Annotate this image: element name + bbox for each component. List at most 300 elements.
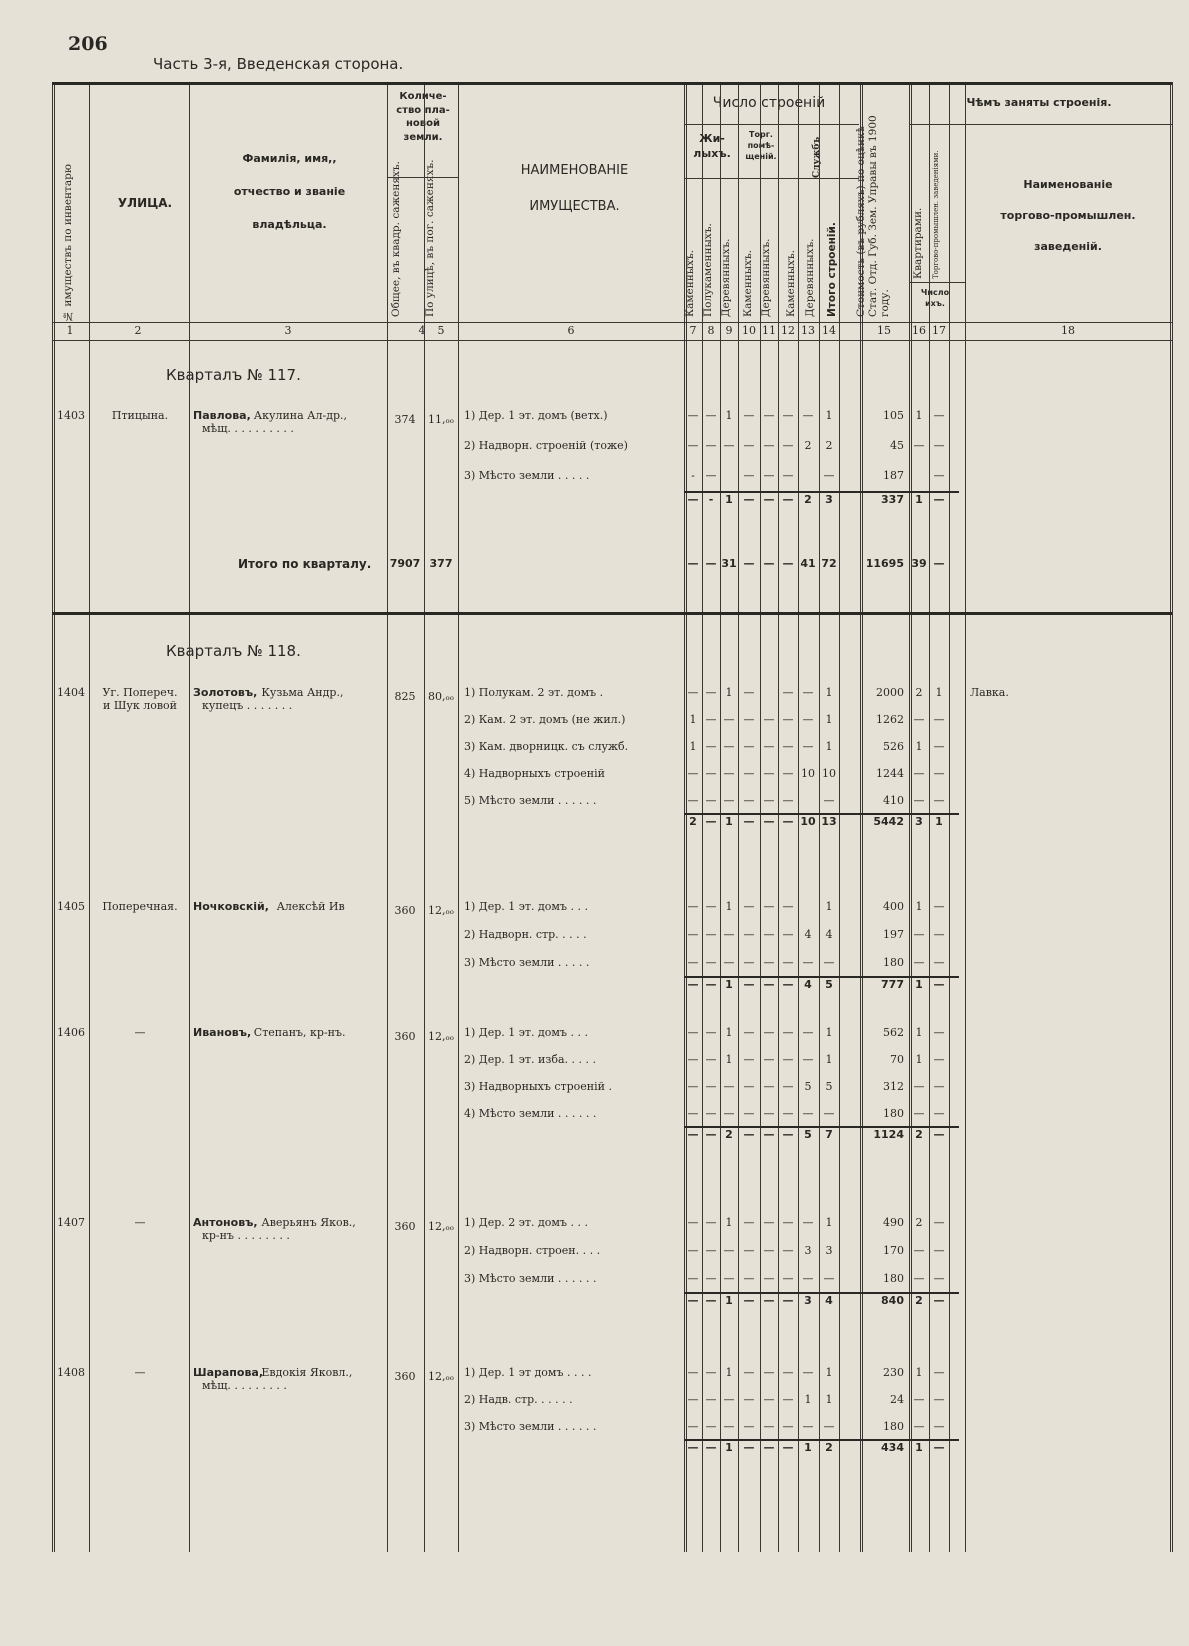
cell-c12: — <box>782 1244 794 1257</box>
cell-c13: — <box>802 740 814 753</box>
cell-c13: — <box>802 1216 814 1229</box>
cell-c14: — <box>823 1420 835 1433</box>
land-subrule <box>387 177 458 178</box>
cell-c10: — <box>743 1244 755 1257</box>
col-owner-header-line2: отчество и званіе <box>233 184 346 198</box>
cell-c8: — <box>705 1216 717 1229</box>
col-property-header <box>462 162 687 215</box>
cell-value: 180 <box>883 1420 904 1433</box>
establishment-name: Лавка. <box>970 686 1009 699</box>
quarter-117-title: Кварталъ № 117. <box>166 366 301 384</box>
property-item: 1) Дер. 1 эт. домъ . . . <box>464 900 588 913</box>
street-frontage: 12,ₒₒ <box>428 1370 454 1383</box>
property-item: 3) Мѣсто земли . . . . . . <box>464 1272 597 1285</box>
cell-c17: — <box>933 794 945 807</box>
cell-c14: — <box>823 469 835 482</box>
cell-c7: — <box>687 928 699 941</box>
cell-c13: 3 <box>804 1294 812 1307</box>
cell-c10: — <box>743 493 755 506</box>
cell-c12: — <box>782 767 794 780</box>
column-number: 1 <box>66 324 74 337</box>
column-number: 6 <box>567 324 575 337</box>
cell-c12: — <box>782 1420 794 1433</box>
cell-value: 2000 <box>876 686 904 699</box>
cell-c11: — <box>763 1393 775 1406</box>
column-number: 18 <box>1061 324 1075 337</box>
cell-c13: — <box>802 1366 814 1379</box>
cell-c7: 2 <box>689 815 697 828</box>
cell-c14: 2 <box>825 439 833 452</box>
col-apartments-header: Квартирами. <box>912 207 924 279</box>
cell-c9: 1 <box>725 1294 733 1307</box>
cell-c17: — <box>933 740 945 753</box>
cell-c14: 3 <box>825 493 833 506</box>
cell-c14: — <box>823 1272 835 1285</box>
cell-c16: 1 <box>915 1026 923 1039</box>
cell-c8: — <box>705 469 717 482</box>
cell-c14: 2 <box>825 1441 833 1454</box>
cell-c14: 13 <box>821 815 837 828</box>
owner-name: Алексѣй Ив <box>276 900 345 913</box>
count-subrule <box>909 282 965 283</box>
owner-name: Акулина Ал-др., <box>253 409 348 422</box>
cell-c17: — <box>933 1216 945 1229</box>
cell-c11: — <box>763 1420 775 1433</box>
cell-c7: — <box>687 1294 699 1307</box>
street-frontage: 11,ₒₒ <box>428 413 454 426</box>
cell-c9: — <box>723 928 735 941</box>
cell-c11: — <box>763 1107 775 1120</box>
cell-c9: — <box>723 1393 735 1406</box>
cell-c7: — <box>687 1128 699 1141</box>
street-name: — <box>134 1366 146 1379</box>
column-number: 13 <box>801 324 815 337</box>
cell-c9: 1 <box>725 1366 733 1379</box>
cell-c14: 7 <box>825 1128 833 1141</box>
cell-c14: 1 <box>825 900 833 913</box>
col-est-name-header-line2: торгово-промышлен. <box>1000 208 1136 222</box>
cell-c13: 4 <box>804 928 812 941</box>
cell-c12: — <box>782 469 794 482</box>
cell-c9: 1 <box>725 493 733 506</box>
cell-c13: 5 <box>804 1080 812 1093</box>
column-number: 7 <box>689 324 697 337</box>
column-number: 10 <box>742 324 756 337</box>
cell-c7: — <box>687 794 699 807</box>
cell-c8: — <box>705 1026 717 1039</box>
col-occupied-header: Чѣмъ заняты строенія. <box>966 96 1112 109</box>
cell-c14: 1 <box>825 1053 833 1066</box>
col-total-buildings-header: Итого строеній. <box>826 222 838 317</box>
cell-c16: 3 <box>915 815 923 828</box>
cell-c16: — <box>913 928 925 941</box>
cell-c17: — <box>933 956 945 969</box>
cell-c9: — <box>723 713 735 726</box>
cell-c7: — <box>687 1393 699 1406</box>
cell-value: 337 <box>881 493 904 506</box>
col-est-name-header-line3: заведеній. <box>1034 239 1102 253</box>
cell-c10: — <box>743 1128 755 1141</box>
col-wood-trade-header: Деревянныхъ. <box>760 238 772 317</box>
cell-c17: 1 <box>935 815 943 828</box>
cell-value: 230 <box>883 1366 904 1379</box>
land-area: 374 <box>394 413 416 426</box>
cell-c9: 1 <box>725 686 733 699</box>
cell-c17: — <box>933 928 945 941</box>
cell-c11: — <box>763 469 775 482</box>
cell-c9: 31 <box>721 557 737 570</box>
cell-c12: — <box>782 956 794 969</box>
cell-c16: — <box>913 956 925 969</box>
property-item: 3) Мѣсто земли . . . . . <box>464 956 590 969</box>
cell-value: 777 <box>881 978 904 991</box>
cell-c7: — <box>687 956 699 969</box>
cell-c17: — <box>933 1441 945 1454</box>
column-number: 17 <box>932 324 946 337</box>
owner-status: кр-нъ . . . . . . . . <box>202 1229 290 1242</box>
cell-c11: — <box>763 767 775 780</box>
cell-c17: — <box>933 1294 945 1307</box>
cell-c8: - <box>708 493 714 506</box>
cell-c8: — <box>705 409 717 422</box>
col-count-header: Число ихъ. <box>920 288 950 308</box>
table-top-rule <box>52 82 1172 85</box>
cell-c13: 1 <box>804 1393 812 1406</box>
property-item: 3) Мѣсто земли . . . . . <box>464 469 590 482</box>
land-area: 360 <box>394 1370 416 1383</box>
cell-c12: — <box>782 1441 794 1454</box>
col-land-header: Количе-ство пла-новой земли. <box>396 91 450 143</box>
inventory-number: 1407 <box>57 1216 85 1229</box>
owner-surname: Шарапова, <box>193 1366 264 1379</box>
cell-c8: — <box>705 740 717 753</box>
cell-c16: 1 <box>915 1053 923 1066</box>
cell-c7: — <box>687 557 699 570</box>
cell-c17: — <box>933 493 945 506</box>
col-owner-header-line1: Фамилія, имя,, <box>242 152 337 165</box>
cell-c14: — <box>823 1107 835 1120</box>
cell-c10: — <box>743 1420 755 1433</box>
cell-c7: — <box>687 1420 699 1433</box>
owner-surname: Золотовъ, <box>193 686 258 699</box>
cell-c10: — <box>743 439 755 452</box>
cell-c16: — <box>913 767 925 780</box>
column-number: 4 <box>418 324 426 337</box>
cell-c9: — <box>723 956 735 969</box>
column-number: 11 <box>762 324 776 337</box>
cell-c13: 4 <box>804 978 812 991</box>
owner-surname: Ночковскій, <box>193 900 269 913</box>
cell-c14: — <box>823 956 835 969</box>
land-area: 825 <box>394 690 416 703</box>
header-bottom-rule <box>52 322 1172 323</box>
col-buildings-header: Число строеній <box>712 95 826 111</box>
cell-c13: — <box>802 956 814 969</box>
owner-name: Кузьма Андр., <box>261 686 344 699</box>
cell-value: 526 <box>883 740 904 753</box>
owner-status: мѣщ. . . . . . . . . . <box>202 422 294 435</box>
cell-c13: — <box>802 1107 814 1120</box>
cell-c10: — <box>743 1272 755 1285</box>
col-service-header: Службъ <box>812 136 822 178</box>
cell-c17: — <box>933 1107 945 1120</box>
cell-c9: 1 <box>725 1053 733 1066</box>
cell-c8: — <box>705 1128 717 1141</box>
col-area-header: Общее, въ квадр. саженяхъ. <box>390 161 402 317</box>
cell-c8: — <box>705 1441 717 1454</box>
cell-c11: — <box>763 713 775 726</box>
cell-c7: — <box>687 1366 699 1379</box>
cell-c8: — <box>705 1272 717 1285</box>
column-rule <box>949 82 950 1552</box>
cell-c9: — <box>723 1244 735 1257</box>
cell-c9: 1 <box>725 1441 733 1454</box>
cell-value: 187 <box>883 469 904 482</box>
page-number: 206 <box>68 33 108 55</box>
cell-c8: — <box>705 978 717 991</box>
cell-c11: — <box>763 1128 775 1141</box>
cell-c8: — <box>705 794 717 807</box>
col-wood-res-header: Деревянныхъ. <box>720 238 732 317</box>
cell-c16: 2 <box>915 1216 923 1229</box>
col-street-header: УЛИЦА. <box>117 196 173 210</box>
col-trade-header: Торг. помѣ-щеній. <box>745 130 777 161</box>
column-rule <box>778 82 779 1552</box>
cell-c7: — <box>687 1216 699 1229</box>
land-area: 360 <box>394 904 416 917</box>
cell-value: 45 <box>890 439 904 452</box>
col-residential-header: Жи-лыхъ. <box>693 132 731 160</box>
cell-c9: 1 <box>725 1216 733 1229</box>
cell-c10: — <box>743 409 755 422</box>
column-rule <box>189 82 190 1552</box>
cell-c11: — <box>763 978 775 991</box>
cell-c11: — <box>763 1244 775 1257</box>
cell-c11: — <box>763 1441 775 1454</box>
col-est-name-header-line1: Наименованіе <box>1023 178 1113 191</box>
cell-c13: 2 <box>804 493 812 506</box>
cell-c13: — <box>802 1272 814 1285</box>
cell-c8: — <box>705 1393 717 1406</box>
inventory-number: 1408 <box>57 1366 85 1379</box>
cell-c12: — <box>782 900 794 913</box>
property-item: 1) Дер. 2 эт. домъ . . . <box>464 1216 588 1229</box>
cell-c17: 1 <box>935 686 943 699</box>
column-number: 16 <box>912 324 926 337</box>
street-name: Птицына. <box>111 409 169 422</box>
cell-c7: — <box>687 1107 699 1120</box>
owner-name: Степанъ, кр-нъ. <box>253 1026 346 1039</box>
cell-c17: — <box>933 469 945 482</box>
cell-c10: — <box>743 1294 755 1307</box>
cell-c13: — <box>802 1026 814 1039</box>
cell-c16: 1 <box>915 1441 923 1454</box>
cell-c10: — <box>743 557 755 570</box>
cell-c12: — <box>782 794 794 807</box>
land-area: 360 <box>394 1030 416 1043</box>
cell-c16: 1 <box>915 740 923 753</box>
cell-c11: — <box>763 794 775 807</box>
column-rule <box>387 82 388 1552</box>
cell-c14: 1 <box>825 1026 833 1039</box>
cell-c8: — <box>705 956 717 969</box>
col-owner-header <box>192 152 387 233</box>
cell-c8: — <box>705 1366 717 1379</box>
cell-c7: — <box>687 767 699 780</box>
cell-c16: 1 <box>915 493 923 506</box>
cell-c9: — <box>723 1107 735 1120</box>
cell-value: 105 <box>883 409 904 422</box>
cell-c9: 1 <box>725 900 733 913</box>
column-number: 12 <box>781 324 795 337</box>
cell-c10: — <box>743 767 755 780</box>
cell-c17: — <box>933 1272 945 1285</box>
cell-c9: 1 <box>725 978 733 991</box>
cell-c7: — <box>687 978 699 991</box>
cell-c16: 2 <box>915 686 923 699</box>
cell-c8: — <box>705 1053 717 1066</box>
property-item: 3) Надворныхъ строеній . <box>464 1080 612 1093</box>
cell-c9: — <box>723 439 735 452</box>
cell-c12: — <box>782 1128 794 1141</box>
cell-c14: 5 <box>825 978 833 991</box>
cell-c9: — <box>723 767 735 780</box>
cell-value: 562 <box>883 1026 904 1039</box>
cell-c13: 41 <box>800 557 816 570</box>
property-item: 2) Дер. 1 эт. изба. . . . . <box>464 1053 596 1066</box>
cell-c11: — <box>763 1366 775 1379</box>
street-name-line2: и Шук ловой <box>103 699 177 712</box>
cell-value: 24 <box>890 1393 904 1406</box>
cell-c16: — <box>913 439 925 452</box>
inventory-number: 1405 <box>57 900 85 913</box>
col-halfstone-res-header: Полукаменныхъ. <box>702 223 714 317</box>
property-item: 4) Мѣсто земли . . . . . . <box>464 1107 597 1120</box>
cell-c13: — <box>802 686 814 699</box>
cell-c14: 1 <box>825 409 833 422</box>
cell-c10: — <box>743 1366 755 1379</box>
cell-c16: 39 <box>911 557 927 570</box>
street-name: — <box>134 1026 146 1039</box>
cell-c17: — <box>933 1366 945 1379</box>
cell-c9: — <box>723 1420 735 1433</box>
cell-c12: — <box>782 1366 794 1379</box>
cell-c16: — <box>913 1420 925 1433</box>
cell-c14: 1 <box>825 1393 833 1406</box>
cell-c17: — <box>933 767 945 780</box>
cell-c10: — <box>743 713 755 726</box>
cell-c11: — <box>763 956 775 969</box>
column-rule <box>929 82 930 1552</box>
cell-c12: — <box>782 1080 794 1093</box>
cell-c11: — <box>763 439 775 452</box>
cell-c8: — <box>705 557 717 570</box>
property-item: 2) Надворн. строеній (тоже) <box>464 439 628 452</box>
cell-c9: 1 <box>725 1026 733 1039</box>
column-rule <box>424 82 425 1552</box>
cell-c17: — <box>933 1053 945 1066</box>
cell-c11: — <box>763 409 775 422</box>
cell-value: 197 <box>883 928 904 941</box>
column-rule <box>839 82 840 1552</box>
cell-c14: 3 <box>825 1244 833 1257</box>
cell-c7: — <box>687 1441 699 1454</box>
street-frontage: 80,ₒₒ <box>428 690 454 703</box>
cell-c16: — <box>913 794 925 807</box>
col-stone-res-header: Каменныхъ. <box>684 249 696 317</box>
col-trade-est-header: Торгово-промышлен. заведеніями. <box>932 150 940 279</box>
cell-c8: — <box>705 713 717 726</box>
cell-c17: — <box>933 1420 945 1433</box>
owner-surname: Ивановъ, <box>193 1026 252 1039</box>
column-rule <box>458 82 459 1552</box>
cell-c12: — <box>782 815 794 828</box>
quarter-117-total-label: Итого по кварталу. <box>238 557 372 571</box>
cell-c10: — <box>743 900 755 913</box>
inventory-table <box>52 82 1172 1552</box>
cell-c14: 1 <box>825 1216 833 1229</box>
column-rule <box>52 82 55 1552</box>
cell-c17: — <box>933 1393 945 1406</box>
cell-c17: — <box>933 900 945 913</box>
column-number: 15 <box>877 324 891 337</box>
cell-c8: — <box>705 900 717 913</box>
street-frontage: 12,ₒₒ <box>428 1220 454 1233</box>
cell-value: 312 <box>883 1080 904 1093</box>
property-item: 5) Мѣсто земли . . . . . . <box>464 794 597 807</box>
cell-c13: 3 <box>804 1244 812 1257</box>
cell-value: 180 <box>883 1107 904 1120</box>
land-area: 360 <box>394 1220 416 1233</box>
cell-c10: — <box>743 794 755 807</box>
cell-c12: — <box>782 713 794 726</box>
cell-c13: 2 <box>804 439 812 452</box>
cell-c9: — <box>723 1080 735 1093</box>
cell-c12: — <box>782 1272 794 1285</box>
property-item: 3) Мѣсто земли . . . . . . <box>464 1420 597 1433</box>
cell-c7: — <box>687 1080 699 1093</box>
quarter-117-total-front: 377 <box>429 557 453 570</box>
cell-c10: — <box>743 978 755 991</box>
cell-c12: — <box>782 1026 794 1039</box>
cell-c9: — <box>723 794 735 807</box>
cell-c14: 72 <box>821 557 837 570</box>
column-rule <box>1170 82 1173 1552</box>
cell-c11: — <box>763 900 775 913</box>
cell-c16: — <box>913 1272 925 1285</box>
cell-c8: — <box>705 439 717 452</box>
cell-c16: — <box>913 1080 925 1093</box>
cell-c17: — <box>933 1080 945 1093</box>
cell-c11: — <box>763 1272 775 1285</box>
cell-c10: — <box>743 1441 755 1454</box>
cell-c10: — <box>743 1393 755 1406</box>
cell-c16: — <box>913 713 925 726</box>
cell-c7: — <box>687 493 699 506</box>
cell-c12: — <box>782 409 794 422</box>
cell-c10: — <box>743 1053 755 1066</box>
cell-c13: — <box>802 713 814 726</box>
quarter-117-total-area: 7907 <box>389 557 421 570</box>
cell-c14: 4 <box>825 1294 833 1307</box>
owner-surname: Павлова, <box>193 409 251 422</box>
cell-c11: — <box>763 493 775 506</box>
column-rule <box>738 82 739 1552</box>
cell-c10: — <box>743 1026 755 1039</box>
page-header: Часть 3-я, Введенская сторона. <box>153 55 404 73</box>
cell-c14: 5 <box>825 1080 833 1093</box>
cell-c11: — <box>763 1026 775 1039</box>
